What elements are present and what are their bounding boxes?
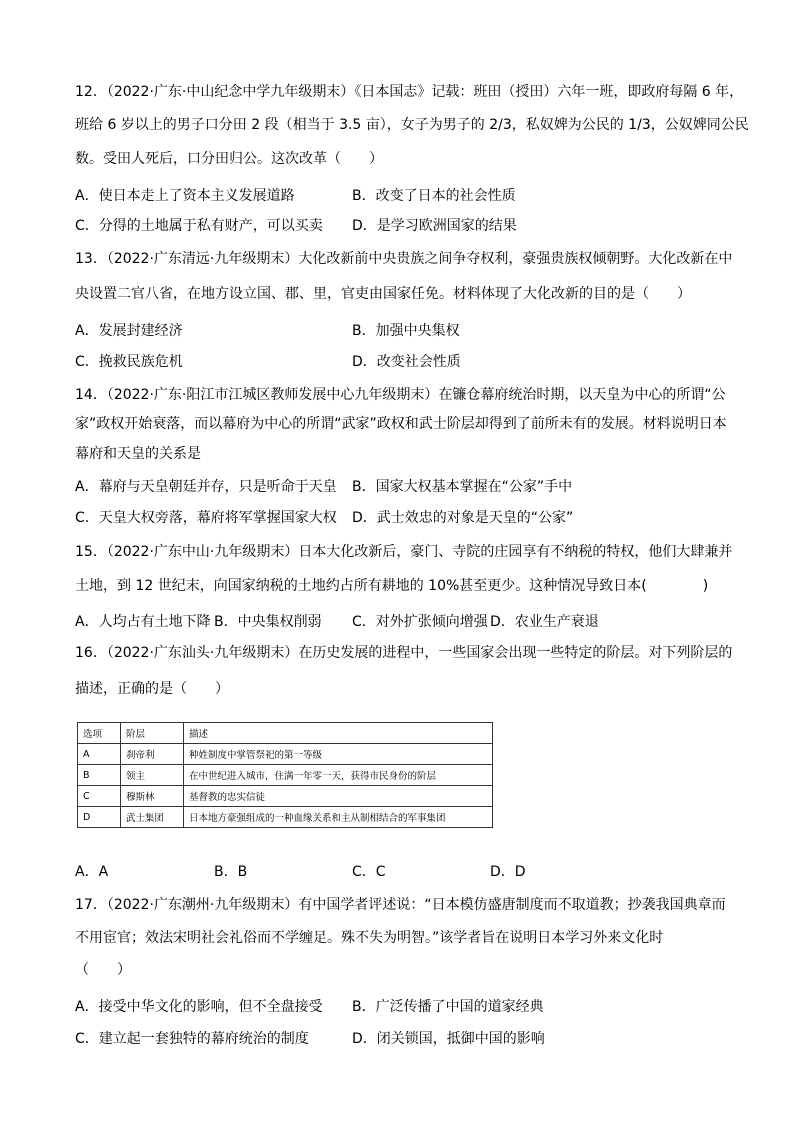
table-cell: 在中世纪进入城市，住满一年零一天，获得市民身份的阶层	[184, 765, 493, 786]
table-cell: 武士集团	[121, 807, 184, 828]
table-header-cell: 描述	[184, 723, 493, 744]
q17-option-b: B．广泛传播了中国的道家经典	[352, 999, 544, 1015]
table-header-cell: 阶层	[121, 723, 184, 744]
q16-option-c: C．C	[352, 864, 386, 880]
table-header-cell: 选项	[78, 723, 121, 744]
q16-option-d: D．D	[490, 864, 526, 880]
q17-stem-line-3: （ ）	[75, 962, 131, 978]
table-cell: D	[78, 807, 121, 828]
table-cell: 种姓制度中掌管祭祀的第一等级	[184, 744, 493, 765]
q15-option-a: A．人均占有土地下降	[75, 614, 211, 630]
q17-option-a: A．接受中华文化的影响，但不全盘接受	[75, 999, 323, 1015]
table-cell: 日本地方豪强组成的一种血缘关系和主从制相结合的军事集团	[184, 807, 493, 828]
table-row	[78, 786, 493, 807]
q15-option-b: B．中央集权削弱	[214, 614, 322, 630]
q17-option-d: D．闭关锁国，抵御中国的影响	[352, 1031, 545, 1047]
q13-option-c: C．挽救民族危机	[75, 354, 183, 370]
q12-option-c: C．分得的土地属于私有财产，可以买卖	[75, 218, 323, 234]
table-cell: 穆斯林	[121, 786, 184, 807]
q15-option-d: D．农业生产衰退	[490, 614, 599, 630]
q12-option-a: A．使日本走上了资本主义发展道路	[75, 188, 295, 204]
q12-stem-line-1: 12．（2022·广东·中山纪念中学九年级期末）《日本国志》记载：班田（授田）六年一班，即政府每隔 6 年，	[75, 84, 744, 100]
q14-option-c: C．天皇大权旁落，幕府将军掌握国家大权	[75, 510, 337, 526]
q14-stem-line-3: 幕府和天皇的关系是	[75, 446, 201, 462]
q12-option-b: B．改变了日本的社会性质	[352, 188, 516, 204]
q13-stem-line-2: 央设置二官八省，在地方设立国、郡、里，官吏由国家任免。材料体现了大化改新的目的是（ ）	[75, 286, 691, 302]
q15-stem-line-2: 土地，到 12 世纪末，向国家纳税的土地约占所有耕地的 10%甚至更少。这种情况导致日本( )	[75, 578, 709, 594]
table-cell: 刹帝利	[121, 744, 184, 765]
q17-stem-line-1: 17．（2022·广东潮州·九年级期末）有中国学者评述说：“日本模仿盛唐制度而不取道教；抄袭我国典章而	[75, 897, 726, 913]
table-row	[78, 807, 493, 828]
q17-option-c: C．建立起一套独特的幕府统治的制度	[75, 1031, 309, 1047]
q15-stem-line-1: 15．（2022·广东中山·九年级期末）日本大化改新后，豪门、寺院的庄园享有不纳税的特权，他们大肆兼并	[75, 544, 733, 560]
q14-stem-line-1: 14．（2022·广东·阳江市江城区教师发展中心九年级期末）在镰仓幕府统治时期，以天皇为中心的所谓“公	[75, 387, 726, 403]
q15-option-c: C．对外扩张倾向增强	[352, 614, 488, 630]
table-cell: 领主	[121, 765, 184, 786]
table-cell: B	[78, 765, 121, 786]
q16-stem-line-2: 描述，正确的是（ ）	[75, 681, 229, 697]
table-cell: A	[78, 744, 121, 765]
table-cell: C	[78, 786, 121, 807]
q13-stem-line-1: 13．（2022·广东清远·九年级期末）大化改新前中央贵族之间争夺权利，豪强贵族权倾朝野。大化改新在中	[75, 251, 733, 267]
q16-strata-table	[77, 722, 493, 828]
q14-option-a: A．幕府与天皇朝廷并存，只是听命于天皇	[75, 479, 337, 495]
q14-stem-line-2: 家”政权开始衰落，而以幕府为中心的所谓“武家”政权和武士阶层却得到了前所未有的发展。材料说明日本	[75, 416, 727, 432]
table-row	[78, 765, 493, 786]
q16-option-a: A．A	[75, 864, 109, 880]
q16-stem-line-1: 16．（2022·广东汕头·九年级期末）在历史发展的进程中，一些国家会出现一些特定的阶层。对下列阶层的	[75, 645, 733, 661]
table-row	[78, 744, 493, 765]
q12-stem-line-2: 班给 6 岁以上的男子口分田 2 段（相当于 3.5 亩），女子为男子的 2/3，私奴婢为公民的 1/3，公奴婢同公民	[75, 117, 749, 133]
q13-option-a: A．发展封建经济	[75, 323, 183, 339]
q12-stem-line-3: 数。受田人死后，口分田归公。这次改革（ ）	[75, 151, 383, 167]
q17-stem-line-2: 不用宦官；效法宋明社会礼俗而不学缠足。殊不失为明智。”该学者旨在说明日本学习外来文化时	[75, 930, 664, 946]
q13-option-b: B．加强中央集权	[352, 323, 460, 339]
q12-option-d: D．是学习欧洲国家的结果	[352, 218, 517, 234]
table-cell: 基督教的忠实信徒	[184, 786, 493, 807]
q16-option-b: B．B	[214, 864, 248, 880]
q13-option-d: D．改变社会性质	[352, 354, 461, 370]
q14-option-d: D．武士效忠的对象是天皇的“公家”	[352, 510, 574, 526]
q14-option-b: B．国家大权基本掌握在“公家”手中	[352, 479, 573, 495]
table-header-row	[78, 723, 493, 744]
